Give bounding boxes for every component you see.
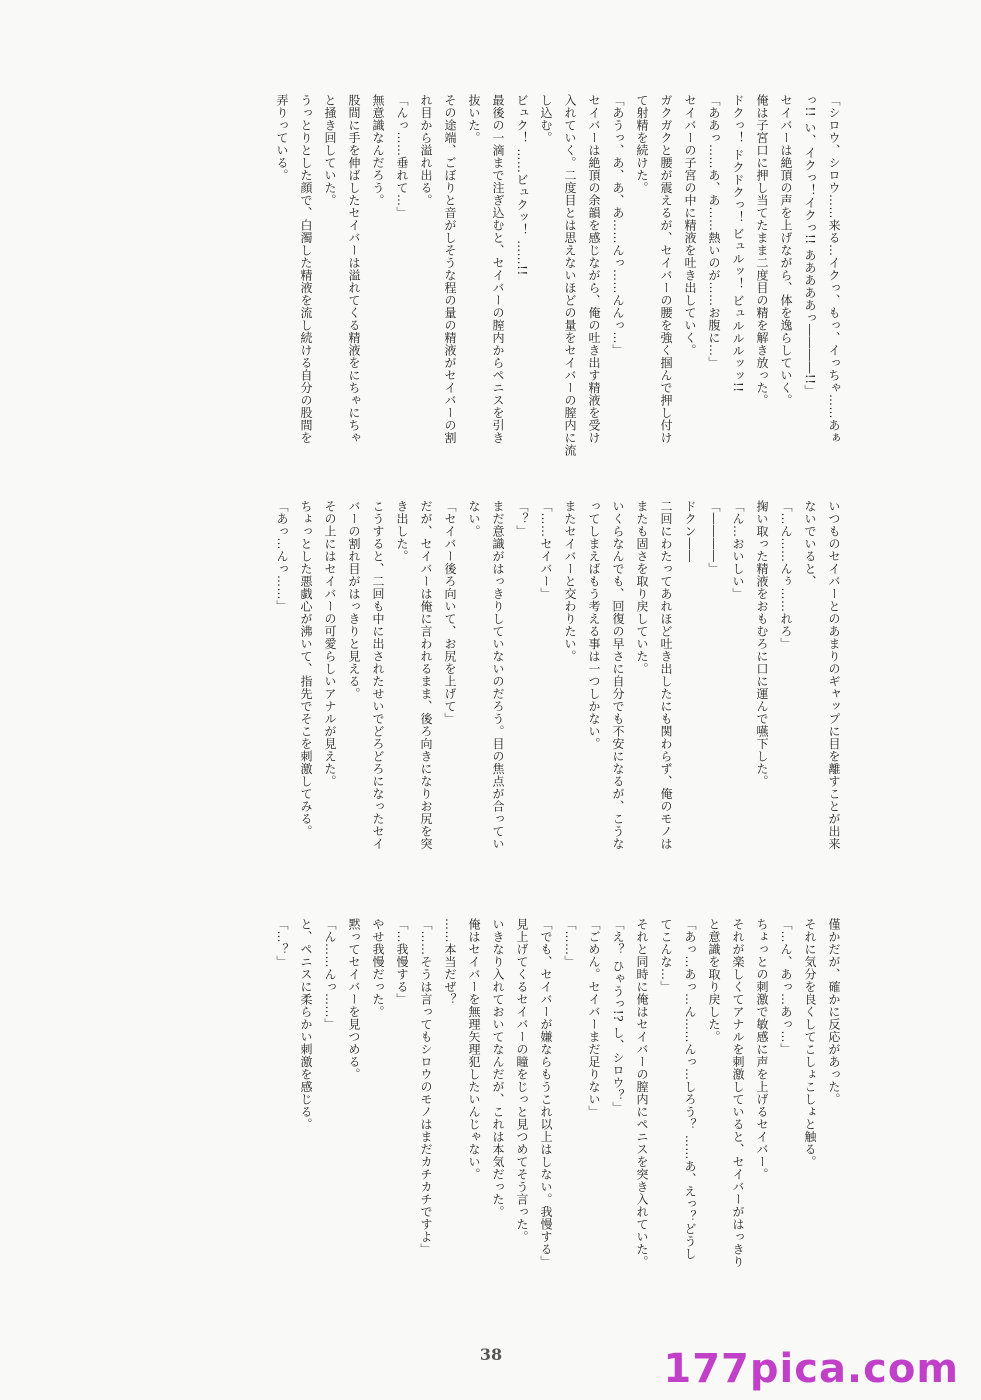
text-line: と掻き回していた。 (323, 94, 337, 207)
text-line: てこんな…」 (659, 918, 673, 993)
text-line: 無意識なんだろう。 (371, 94, 385, 207)
text-line: いつものセイバーとのあまりのギャップに目を離すことが出来 (827, 500, 841, 850)
page-number: 38 (479, 1345, 503, 1364)
text-block-top (146, 94, 846, 476)
text-line: 「シロウ、シロウ……来る…イクっ、もっ、イっちゃ……あぁ (827, 94, 841, 444)
text-line: ……本当だぜ？ (443, 918, 457, 1006)
text-line: 僅かだが、確かに反応があった。 (827, 918, 841, 1106)
text-line: ちょっとした悪戯心が沸いて、指先でそこを刺激してみる。 (299, 500, 313, 838)
text-line: て射精を続けた。 (635, 94, 649, 194)
text-line: だが、セイバーは俺に言われるまま、後ろ向きになりお尻を突 (419, 500, 433, 850)
text-line: 掬い取った精液をおもむろに口に運んで嚥下した。 (755, 500, 769, 788)
text-line: 「あうっ、あ、あ、あ……んっ……んんっ…」 (611, 94, 625, 357)
text-line: それが楽しくてアナルを刺激していると、セイバーがはっきり (731, 918, 745, 1268)
text-line: 「ああっ……あ、あ……熱いのが……お腹に…」 (707, 94, 721, 369)
text-line: 「？」 (515, 500, 529, 538)
text-line: 「――――」 (707, 500, 721, 575)
text-line: こうすると、二回も中に出されたせいでどろどろになったセイ (371, 500, 385, 850)
text-line: 俺は子宮口に押し当てたまま二度目の精を解き放った。 (755, 94, 769, 407)
text-line: 二回にわたってあれほど吐き出したにも関わらず、俺のモノは (659, 500, 673, 850)
text-line: と、ペニスに柔らかい刺激を感じる。 (299, 918, 313, 1131)
text-line: 「…ん……んぅ……れろ」 (779, 500, 793, 650)
text-line: 「え？ ひゃうっ!? し、シロウ？」 (611, 918, 625, 1114)
text-line: 入れていく。二度目とは思えないほどの量をセイバーの膣内に流 (563, 94, 577, 457)
text-line: 「ん…おいしい」 (731, 500, 745, 600)
text-line: 「……そうは言ってもシロウのモノはまだカチカチですよ」 (419, 918, 433, 1256)
text-block-middle (146, 500, 846, 898)
text-line: 俺はセイバーを無理矢理犯したいんじゃない。 (467, 918, 481, 1181)
text-line: 「でも、セイバーが嫌ならもうこれ以上はしない。我慢する」 (539, 918, 553, 1268)
text-line: れ目から溢れ出る。 (419, 94, 433, 207)
text-line: いくらなんでも、回復の早さに自分でも不安になるが、こうな (611, 500, 625, 850)
text-line: き出した。 (395, 500, 409, 563)
text-line: ってしまえばもう考える事は一つしかない。 (587, 500, 601, 750)
text-line: ガクガクと腰が震えるが、セイバーの腰を強く掴んで押し付け (659, 94, 673, 444)
text-line: ドクっ！ ドクドクっ！ ビュルッ！ ビュルルルッッ!! (731, 94, 745, 393)
text-line: その途端、ごぼりと音がしそうな程の量の精液がセイバーの割 (443, 94, 457, 444)
text-line: 「…？」 (275, 918, 289, 968)
text-line: やせ我慢だった。 (371, 918, 385, 1018)
text-line: ないでいると、 (803, 500, 817, 588)
text-line: 「んっ……垂れて…」 (395, 94, 409, 219)
text-line: バーの割れ目がはっきりと見える。 (347, 500, 361, 700)
text-line: またセイバーと交わりたい。 (563, 500, 577, 663)
text-line: 「…我慢する」 (395, 918, 409, 1006)
text-line: その上にはセイバーの可愛らしいアナルが見えた。 (323, 500, 337, 788)
text-block-bottom (146, 918, 846, 1358)
text-line: それに気分を良くしてこしょこしょと触る。 (803, 918, 817, 1168)
text-line: またも固さを取り戻していた。 (635, 500, 649, 675)
text-line: し込む。 (539, 94, 553, 144)
text-line: ビュク！ ……ビュクッ！ ……!! (515, 94, 529, 276)
text-line: 「セイバー後ろ向いて、お尻を上げて」 (443, 500, 457, 725)
text-line: それと同時に俺はセイバーの膣内にペニスを突き入れていた。 (635, 918, 649, 1268)
text-line: 見上げてくるセイバーの瞳をじっと見つめてそう言った。 (515, 918, 529, 1243)
site-watermark: 177pica.com (663, 1346, 959, 1392)
text-line: 抜いた。 (467, 94, 481, 144)
text-line: 「あっ…あっ…ん……んっ…しろう？ ……あ、えっ？どうし (683, 918, 697, 1260)
text-line: セイバーの子宮の中に精液を吐き出していく。 (683, 94, 697, 357)
text-line: 「……」 (563, 918, 577, 968)
text-line: 「ん……んっ……」 (323, 918, 337, 1031)
text-line: 「あっ…んっ……」 (275, 500, 289, 613)
text-line: セイバーは絶頂の余韻を感じながら、俺の吐き出す精液を受け (587, 94, 601, 444)
text-line: 最後の一滴まで注ぎ込むと、セイバーの膣内からペニスを引き (491, 94, 505, 444)
text-line: 股間に手を伸ばしたセイバーは溢れてくる精液をにちゃにちゃ (347, 94, 361, 444)
text-line: 弄りっている。 (275, 94, 289, 182)
text-line: いきなり入れておいてなんだが、これは本気だった。 (491, 918, 505, 1218)
text-line: うっとりとした顔で、白濁した精液を流し続ける自分の股間を (299, 94, 313, 444)
text-line: ない。 (467, 500, 481, 538)
text-line: っ!! い、イクっ！イクっ!! あああああっ――――!!」 (803, 94, 817, 398)
text-line: セイバーは絶頂の声を上げながら、体を逸らしていく。 (779, 94, 793, 407)
text-line: ドクン―― (683, 500, 697, 563)
text-line: 「…ん、あっ…あっ…」 (779, 918, 793, 1056)
text-line: 「……セイバー」 (539, 500, 553, 600)
text-line: 「ごめん。セイバーまだ足りない」 (587, 918, 601, 1118)
text-line: と意識を取り戻した。 (707, 918, 721, 1043)
text-line: まだ意識がはっきりしていないのだろう。目の焦点が合ってい (491, 500, 505, 850)
text-line: 黙ってセイバーを見つめる。 (347, 918, 361, 1081)
text-line: ちょっとの刺激で敏感に声を上げるセイバー。 (755, 918, 769, 1181)
